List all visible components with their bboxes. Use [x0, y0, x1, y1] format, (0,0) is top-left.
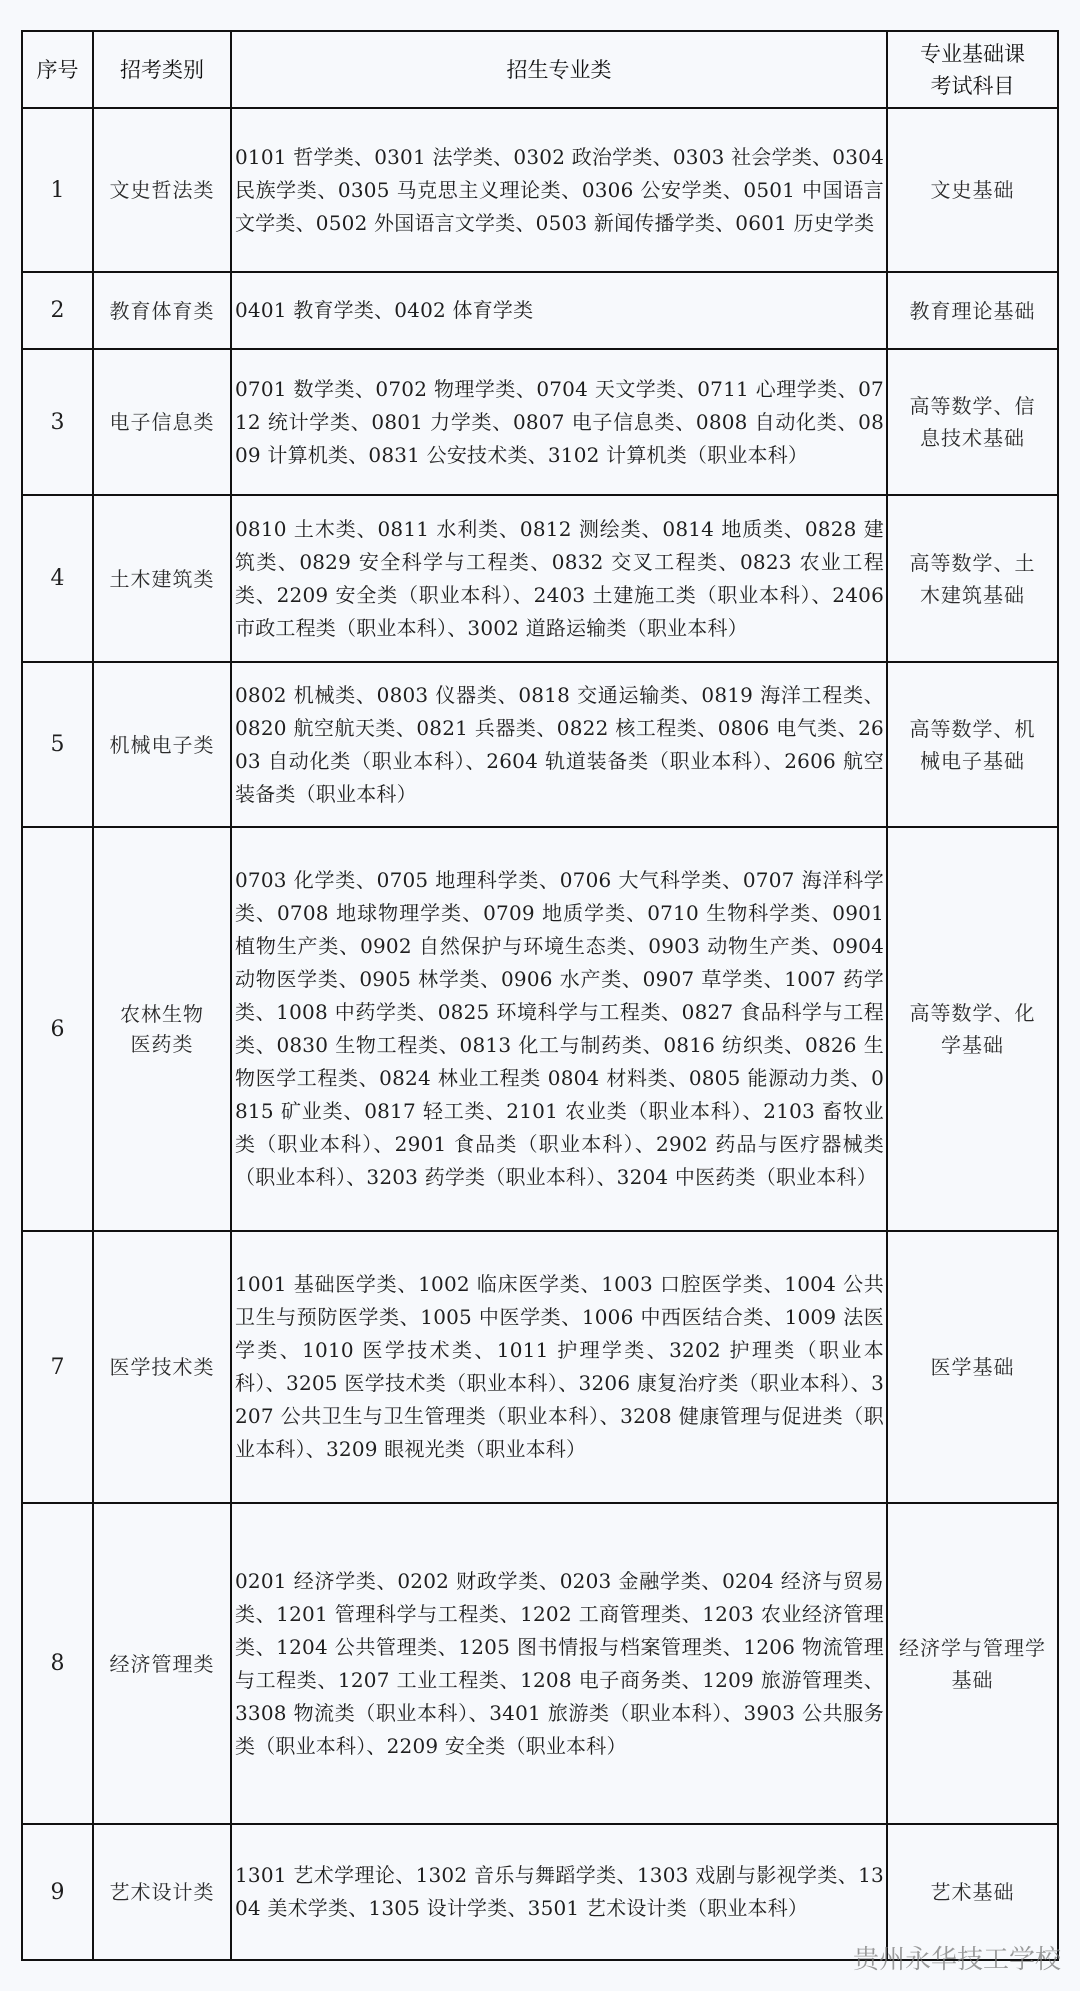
- table-row: [23, 663, 1057, 828]
- row-subject: 经济学与管理学基础: [899, 1635, 1046, 1692]
- row-category: 经济管理类: [94, 1504, 232, 1823]
- table-row: [23, 1504, 1057, 1825]
- row-majors: 0401 教育学类、0402 体育学类: [232, 273, 888, 348]
- row-index: 9: [23, 1825, 94, 1959]
- header-index: 序号: [23, 32, 94, 107]
- row-subject: 医学基础: [930, 1355, 1015, 1379]
- row-index: 5: [23, 663, 94, 826]
- row-index: 8: [23, 1504, 94, 1823]
- row-subject: 高等数学、化学基础: [909, 1001, 1036, 1057]
- row-index: 1: [23, 109, 94, 271]
- row-subject: 高等数学、信息技术基础: [909, 394, 1036, 450]
- row-subject: 艺术基础: [930, 1880, 1015, 1904]
- row-subject: 高等数学、土木建筑基础: [909, 550, 1036, 607]
- header-category: 招考类别: [94, 32, 232, 107]
- row-index: 2: [23, 273, 94, 348]
- table-row: [23, 350, 1057, 496]
- row-index: 6: [23, 828, 94, 1230]
- row-subject: 高等数学、机械电子基础: [909, 716, 1036, 773]
- row-subject: 文史基础: [930, 178, 1015, 202]
- row-category: 农林生物医药类: [94, 828, 232, 1230]
- row-majors: 0810 土木类、0811 水利类、0812 测绘类、0814 地质类、0828 建筑类、0829 安全科学与工程类、0832 交叉工程类、0823 农业工程类、2209 安全类（职业本科）、2403 土建施工类（职业本科）、2406 市政工程类（职业本科）、3002 道路运输类（职业本科）: [232, 496, 888, 661]
- row-majors: 1301 艺术学理论、1302 音乐与舞蹈学类、1303 戏剧与影视学类、1304 美术学类、1305 设计学类、3501 艺术设计类（职业本科）: [232, 1825, 888, 1959]
- row-index: 3: [23, 350, 94, 494]
- table-row: [23, 1232, 1057, 1504]
- header-subject: 专业基础课考试科目: [920, 41, 1025, 98]
- table-header-row: [23, 32, 1057, 109]
- table-row: [23, 828, 1057, 1232]
- row-category: 教育体育类: [94, 273, 232, 348]
- row-majors: 0201 经济学类、0202 财政学类、0203 金融学类、0204 经济与贸易类、1201 管理科学与工程类、1202 工商管理类、1203 农业经济管理类、1204 公共管理类、1205 图书情报与档案管理类、1206 物流管理与工程类、1207 工业工程类、1208 电子商务类、1209 旅游管理类、3308 物流类（职业本科）、3401 旅游类（职业本科）、3903 公共服务类（职业本科）、2209 安全类（职业本科）: [232, 1504, 888, 1823]
- table-row: [23, 109, 1057, 273]
- row-index: 7: [23, 1232, 94, 1502]
- row-majors: 0101 哲学类、0301 法学类、0302 政治学类、0303 社会学类、0304 民族学类、0305 马克思主义理论类、0306 公安学类、0501 中国语言文学类、0502 外国语言文学类、0503 新闻传播学类、0601 历史学类: [232, 109, 888, 271]
- row-category: 土木建筑类: [94, 496, 232, 661]
- row-majors: 1001 基础医学类、1002 临床医学类、1003 口腔医学类、1004 公共卫生与预防医学类、1005 中医学类、1006 中西医结合类、1009 法医学类、1010 医学技术类、1011 护理学类、3202 护理类（职业本科）、3205 医学技术类（职业本科）、3206 康复治疗类（职业本科）、3207 公共卫生与卫生管理类（职业本科）、3208 健康管理与促进类（职业本科）、3209 眼视光类（职业本科）: [232, 1232, 888, 1502]
- school-watermark: 贵州永华技工学校: [853, 1945, 1062, 1975]
- row-category: 文史哲法类: [94, 109, 232, 271]
- row-majors: 0701 数学类、0702 物理学类、0704 天文学类、0711 心理学类、0712 统计学类、0801 力学类、0807 电子信息类、0808 自动化类、0809 计算机类、0831 公安技术类、3102 计算机类（职业本科）: [232, 350, 888, 494]
- row-index: 4: [23, 496, 94, 661]
- row-category: 医学技术类: [94, 1232, 232, 1502]
- row-category: 电子信息类: [94, 350, 232, 494]
- table-row: [23, 496, 1057, 663]
- row-majors: 0703 化学类、0705 地理科学类、0706 大气科学类、0707 海洋科学类、0708 地球物理学类、0709 地质学类、0710 生物科学类、0901 植物生产类、0902 自然保护与环境生态类、0903 动物生产类、0904 动物医学类、0905 林学类、0906 水产类、0907 草学类、1007 药学类、1008 中药学类、0825 环境科学与工程类、0827 食品科学与工程类、0830 生物工程类、0813 化工与制药类、0816 纺织类、0826 生物医学工程类、0824 林业工程类 0804 材料类、0805 能源动力类、0815 矿业类、0817 轻工类、2101 农业类（职业本科）、2103 畜牧业类（职业本科）、2901 食品类（职业本科）、2902 药品与医疗器械类（职业本科）、3203 药学类（职业本科）、3204 中医药类（职业本科）: [232, 828, 888, 1230]
- row-majors: 0802 机械类、0803 仪器类、0818 交通运输类、0819 海洋工程类、0820 航空航天类、0821 兵器类、0822 核工程类、0806 电气类、2603 自动化类（职业本科）、2604 轨道装备类（职业本科）、2606 航空装备类（职业本科）: [232, 663, 888, 826]
- row-category: 机械电子类: [94, 663, 232, 826]
- table-row: [23, 273, 1057, 350]
- row-category: 艺术设计类: [94, 1825, 232, 1959]
- header-majors: 招生专业类: [232, 32, 888, 107]
- row-subject: 教育理论基础: [909, 298, 1036, 323]
- majors-table: [21, 30, 1059, 1961]
